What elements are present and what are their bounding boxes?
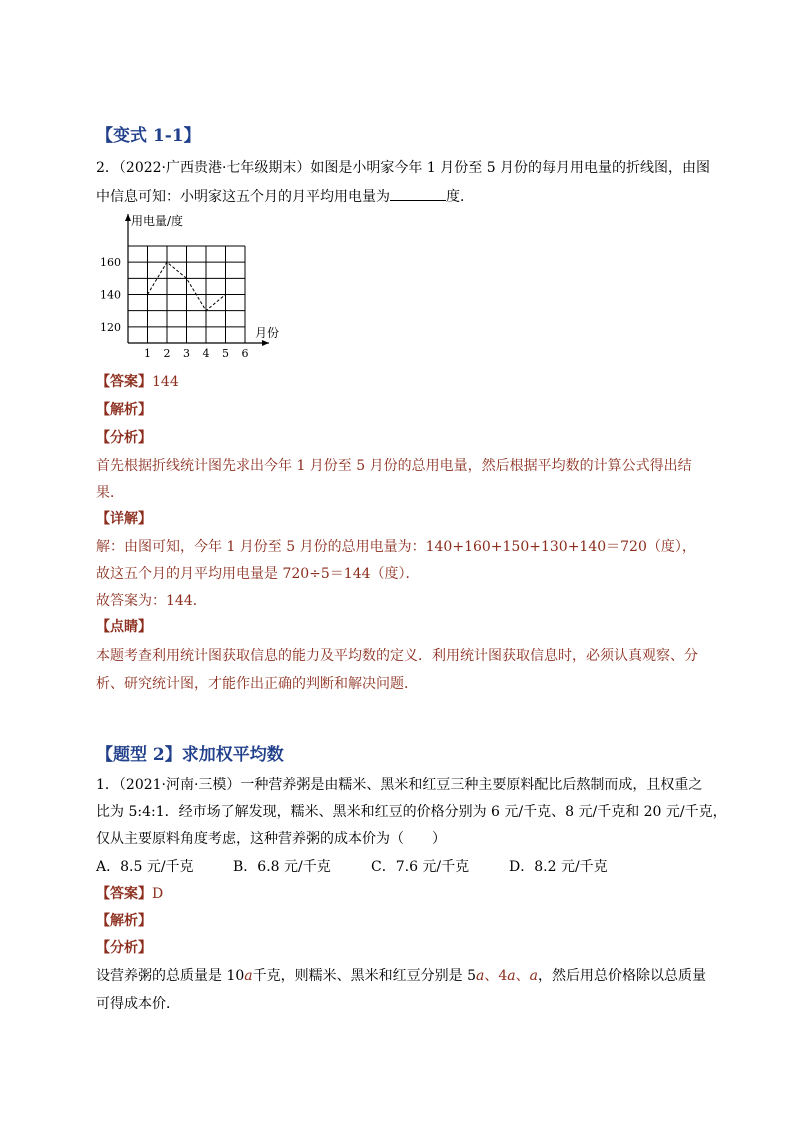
data-point (186, 278, 188, 280)
answer-value: D (152, 886, 164, 902)
y-tick-label: 140 (100, 288, 121, 302)
x-tick-label: 5 (222, 347, 229, 360)
data-point (147, 294, 149, 296)
option-a: A．8.5 元/千克 (96, 859, 194, 875)
comment-text: 本题考查利用统计图获取信息的能力及平均数的定义．利用统计图获取信息时，必须认真观察、分 (96, 648, 698, 664)
y-tick-label: 120 (100, 320, 121, 334)
option-d: D．8.2 元/千克 (509, 859, 608, 875)
detail-text: 故答案为：144． (96, 593, 207, 609)
answer-label: 【答案】 (96, 374, 152, 390)
answer-label: 【答案】 (96, 886, 152, 902)
analysis-label: 【解析】 (96, 913, 152, 929)
electricity-line-chart (96, 210, 296, 360)
fenxi-segment: 设营养粥的总质量是 10 (96, 968, 245, 984)
variable-a: a (475, 968, 485, 984)
fenxi-segment: 、 (515, 968, 530, 984)
answer-blank (390, 186, 446, 201)
question-text: 度． (446, 189, 474, 205)
x-axis-label: 月份 (255, 326, 280, 340)
question-line: 比为 5:4:1．经市场了解发现，糯米、黑米和红豆的价格分别为 6 元/千克、8 元/千克和 20 元/千克， (96, 804, 727, 820)
x-tick-label: 3 (183, 347, 190, 360)
fenxi-text: 可得成本价． (96, 996, 180, 1012)
question-text: 中信息可知：小明家这五个月的月平均用电量为 (96, 189, 390, 205)
answer-row (96, 371, 179, 391)
data-point (205, 310, 207, 312)
variable-a: a (507, 968, 516, 984)
variable-a: a (244, 968, 253, 984)
chart-axes (125, 214, 269, 346)
analysis-label: 【解析】 (96, 402, 152, 418)
data-point (166, 261, 168, 263)
fenxi-text: 首先根据折线统计图先求出今年 1 月份至 5 月份的总用电量，然后根据平均数的计算公式得出结 (96, 458, 692, 474)
detail-text: 解：由图可知，今年 1 月份至 5 月份的总用电量为：140+160+150+130+140＝720（度）， (96, 539, 696, 555)
x-tick-label: 2 (163, 347, 171, 360)
fenxi-text (96, 965, 706, 985)
detail-text: 故这五个月的月平均用电量是 720÷5＝144（度）． (96, 566, 420, 582)
fenxi-segment: ，然后用总价格除以总质量 (537, 968, 706, 984)
fenxi-label: 【分析】 (96, 940, 152, 956)
option-c: C．7.6 元/千克 (371, 859, 470, 875)
fenxi-segment: 、4 (484, 968, 508, 984)
answer-value: 144 (152, 374, 179, 390)
question-line: 2．（2022·广西贵港·七年级期末）如图是小明家今年 1 月份至 5 月份的每月用电量的折线图，由图 (96, 160, 711, 176)
x-axis-arrow (262, 340, 269, 346)
question-line: 1．（2021·河南·三模）一种营养粥是由糯米、黑米和红豆三种主要原料配比后熬制而成，且权重之 (96, 777, 703, 793)
fenxi-text: 果． (96, 485, 124, 501)
detail-label: 【详解】 (96, 511, 152, 527)
question-line: 仅从主要原料角度考虑，这种营养粥的成本价为（ ） (96, 831, 446, 847)
section-heading: 【题型 2】求加权平均数 (96, 745, 284, 765)
question-line (96, 186, 474, 206)
data-point (225, 294, 227, 296)
x-tick-label: 4 (202, 347, 210, 360)
option-b: B．6.8 元/千克 (233, 859, 331, 875)
chart-ticks (100, 213, 279, 360)
section-heading: 【变式 1-1】 (96, 126, 201, 146)
answer-row (96, 883, 163, 903)
fenxi-label: 【分析】 (96, 430, 152, 446)
x-tick-label: 6 (241, 347, 249, 360)
chart-grid (128, 246, 245, 343)
x-tick-label: 1 (144, 347, 151, 360)
y-axis-label: 用电量/度 (131, 214, 184, 228)
comment-text: 析、研究统计图，才能作出正确的判断和解决问题． (96, 676, 418, 692)
y-tick-label: 160 (100, 256, 121, 270)
comment-label: 【点睛】 (96, 619, 152, 635)
variable-a: a (529, 968, 538, 984)
fenxi-segment: 千克，则糯米、黑米和红豆分别是 5 (252, 968, 476, 984)
